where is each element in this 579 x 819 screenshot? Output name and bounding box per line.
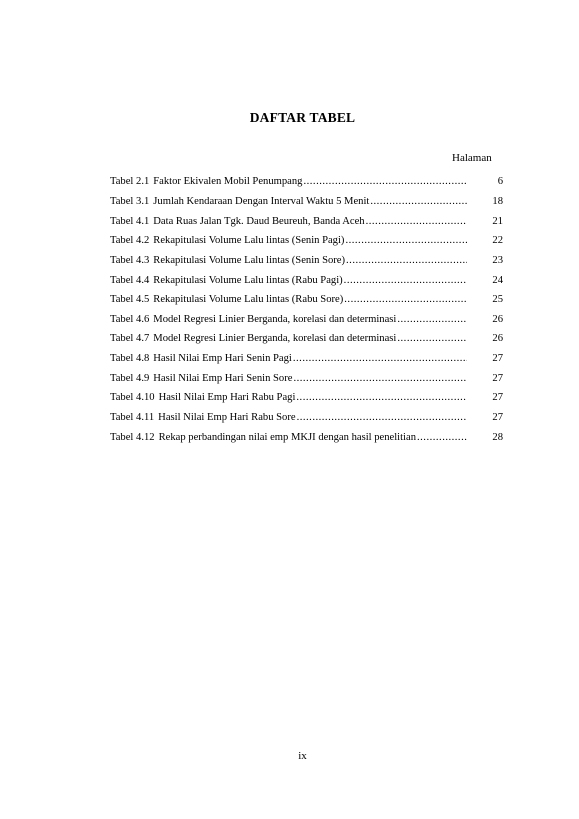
- table-entry-caption: Rekapitulasi Volume Lalu lintas (Senin Sore): [153, 254, 346, 266]
- table-entry-number: Tabel 4.5: [110, 294, 150, 306]
- dot-leader: [417, 432, 467, 443]
- page-number: ix: [298, 750, 307, 762]
- table-entry-caption: Rekapitulasi Volume Lalu lintas (Rabu Pagi): [153, 274, 343, 286]
- table-entry[interactable]: [110, 251, 503, 271]
- table-entry-number: Tabel 4.4: [110, 274, 150, 286]
- table-entry-number: Tabel 4.2: [110, 235, 150, 247]
- table-entry-page: 28: [492, 431, 503, 443]
- dot-leader: [293, 373, 467, 384]
- table-entry-text: [110, 353, 467, 364]
- table-entry-text: [110, 333, 467, 344]
- table-entry-number: Tabel 4.11: [110, 412, 155, 423]
- table-entry-text: [110, 412, 467, 423]
- dot-leader: [344, 275, 467, 286]
- table-entry-page: 24: [492, 274, 503, 286]
- dot-leader: [293, 353, 467, 364]
- table-entry[interactable]: [110, 270, 503, 290]
- table-entry-page: 6: [497, 176, 503, 188]
- table-entry[interactable]: [110, 309, 503, 329]
- table-entry-page: 27: [492, 372, 503, 384]
- table-entry[interactable]: [110, 290, 503, 310]
- table-entry-text: [110, 294, 467, 305]
- table-entry-caption: Hasil Nilai Emp Hari Senin Sore: [153, 372, 293, 384]
- table-entry-page: 27: [492, 392, 503, 404]
- table-entry-page: 27: [492, 353, 503, 365]
- table-entry-number: Tabel 4.7: [110, 333, 150, 345]
- table-entry-text: [110, 216, 467, 227]
- table-entry-page: 21: [492, 215, 503, 227]
- table-entry-text: [110, 373, 467, 384]
- table-entry-caption: Data Ruas Jalan Tgk. Daud Beureuh, Banda Aceh: [153, 215, 365, 227]
- table-entry-page: 25: [492, 294, 503, 306]
- page-title: DAFTAR TABEL: [249, 110, 356, 125]
- table-entry-caption: Rekap perbandingan nilai emp MKJI dengan hasil penelitian: [158, 431, 416, 443]
- table-entry-page: 22: [492, 235, 503, 247]
- table-entry-caption: Hasil Nilai Emp Hari Rabu Pagi: [158, 392, 296, 404]
- table-entry-number: Tabel 3.1: [110, 195, 150, 207]
- table-entry[interactable]: [110, 427, 503, 447]
- table-list: [110, 172, 503, 447]
- table-entry-text: [110, 255, 467, 266]
- dot-leader: [297, 412, 467, 423]
- table-entry-text: [110, 235, 467, 246]
- dot-leader: [303, 176, 467, 187]
- table-entry-text: [110, 432, 467, 443]
- table-entry[interactable]: [110, 368, 503, 388]
- dot-leader: [344, 294, 467, 305]
- table-entry-page: 18: [492, 195, 503, 207]
- dot-leader: [296, 392, 467, 403]
- table-entry-text: [110, 314, 467, 325]
- table-entry-caption: Hasil Nilai Emp Hari Senin Pagi: [153, 353, 292, 365]
- table-entry-number: Tabel 4.1: [110, 215, 150, 227]
- table-entry-page: 26: [492, 333, 503, 345]
- table-entry-text: [110, 176, 467, 187]
- table-entry-caption: Rekapitulasi Volume Lalu lintas (Rabu Sore): [153, 294, 344, 306]
- table-entry-text: [110, 196, 467, 207]
- table-entry-page: 23: [492, 254, 503, 266]
- table-entry-number: Tabel 2.1: [110, 176, 150, 188]
- dot-leader: [346, 255, 467, 266]
- table-entry-caption: Hasil Nilai Emp Hari Rabu Sore: [158, 412, 296, 423]
- table-entry-number: Tabel 4.10: [110, 392, 155, 404]
- page-column-label: Halaman: [452, 152, 492, 164]
- table-entry[interactable]: [110, 231, 503, 251]
- table-entry-number: Tabel 4.6: [110, 313, 150, 325]
- table-entry-number: Tabel 4.8: [110, 353, 150, 365]
- table-entry[interactable]: [110, 329, 503, 349]
- dot-leader: [397, 314, 467, 325]
- table-entry[interactable]: [110, 211, 503, 231]
- dot-leader: [397, 333, 467, 344]
- dot-leader: [370, 196, 467, 207]
- table-entry-caption: Jumlah Kendaraan Dengan Interval Waktu 5 Menit: [153, 195, 370, 207]
- table-entry-caption: Faktor Ekivalen Mobil Penumpang: [153, 176, 303, 188]
- table-entry-number: Tabel 4.9: [110, 372, 150, 384]
- dot-leader: [366, 216, 467, 227]
- table-entry-page: 26: [492, 313, 503, 325]
- table-entry-text: [110, 275, 467, 286]
- table-entry-caption: Rekapitulasi Volume Lalu lintas (Senin Pagi): [153, 235, 345, 247]
- table-entry-caption: Model Regresi Linier Berganda, korelasi dan determinasi: [153, 313, 397, 325]
- table-entry-page: 27: [492, 412, 503, 423]
- table-entry-text: [110, 392, 467, 403]
- table-entry[interactable]: [110, 192, 503, 212]
- table-entry[interactable]: [110, 349, 503, 369]
- table-entry-number: Tabel 4.3: [110, 254, 150, 266]
- table-entry[interactable]: [110, 172, 503, 192]
- table-entry[interactable]: [110, 388, 503, 408]
- dot-leader: [345, 235, 467, 246]
- table-entry-caption: Model Regresi Linier Berganda, korelasi dan determinasi: [153, 333, 397, 345]
- table-entry[interactable]: [110, 408, 503, 428]
- table-entry-number: Tabel 4.12: [110, 431, 155, 443]
